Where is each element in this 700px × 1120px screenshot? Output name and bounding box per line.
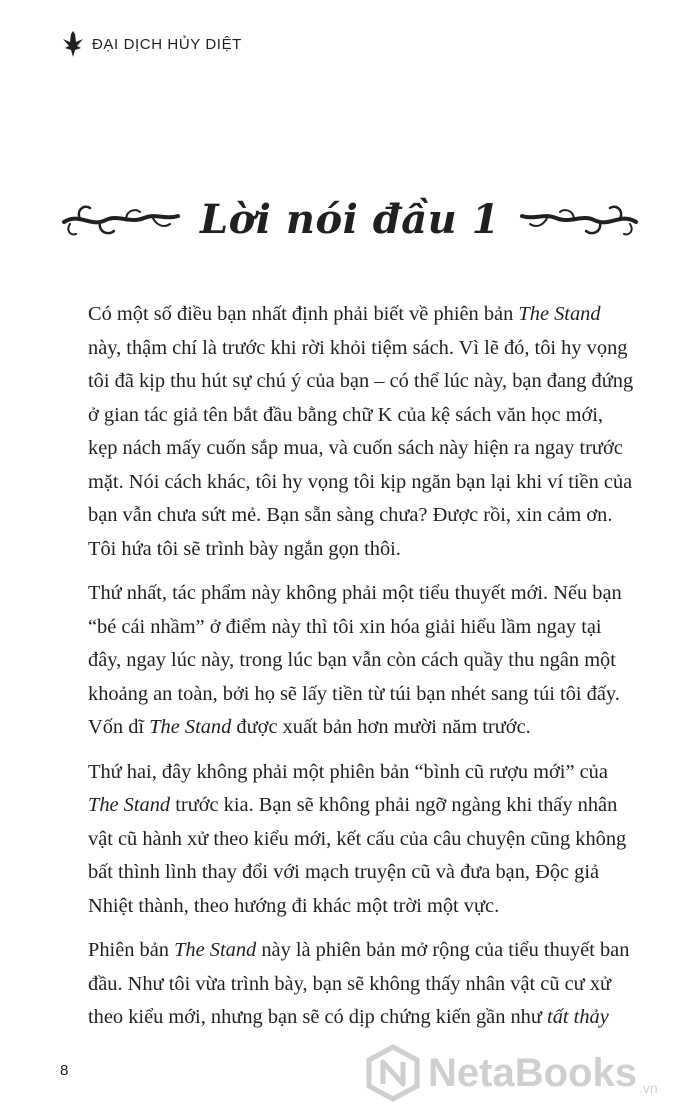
netabooks-logo-icon: [364, 1044, 422, 1102]
watermark-suffix: .vn: [638, 1080, 658, 1096]
paragraph-text: Thứ hai, đây không phải một phiên bản “bình cũ rượu mới” của: [88, 760, 608, 783]
paragraph-text: trước kia. Bạn sẽ không phải ngỡ ngàng khi thấy nhân vật cũ hành xử theo kiểu mới, kết cấu của câu chuyện cũng không bất thình lình thay đổi với mạch truyện cũ và đưa bạn, Độc giả Nhiệt thành, theo hướng đi khác một trời một vực.: [88, 794, 627, 917]
chapter-title: Lời nói đầu 1: [199, 196, 501, 243]
italic-text: The Stand: [149, 716, 232, 738]
paragraph-text: này, thậm chí là trước khi rời khỏi tiệm sách. Vì lẽ đó, tôi hy vọng tôi đã kịp thu hút sự chú ý của bạn – có thể lúc này, bạn đang đứng ở gian tác giả tên bắt đầu bằng chữ K của kệ sách văn học mới, kẹp nách mấy cuốn sắp mua, và cuốn sách này hiện ra ngay trước mặt. Nói cách khác, tôi hy vọng tôi kịp ngăn bạn lại khi ví tiền của bạn vẫn chưa sứt mẻ. Bạn sẵn sàng chưa? Được rồi, xin cảm ơn. Tôi hứa tôi sẽ trình bày ngắn gọn thôi.: [88, 336, 634, 560]
paragraph-text: này là phiên bản mở rộng của tiểu thuyết ban đầu. Như tôi vừa trình bày, bạn sẽ không thấy nhân vật cũ cư xử theo kiểu mới, nhưng bạn sẽ có dịp chứng kiến gần như: [88, 939, 630, 1028]
paragraph-text: Thứ nhất, tác phẩm này không phải một tiểu thuyết mới. Nếu bạn “bé cái nhầm” ở điểm này thì tôi xin hóa giải hiểu lầm ngay tại đây, ngay lúc này, trong lúc bạn vẫn còn cách quầy thu ngân một khoảng an toàn, bởi họ sẽ lấy tiền từ túi bạn nhét sang túi tôi đấy. Vốn dĩ: [88, 582, 622, 738]
paragraph: [88, 298, 636, 566]
italic-text: tất thảy: [547, 1006, 609, 1028]
paragraph-text: được xuất bản hơn mười năm trước.: [231, 716, 531, 738]
watermark-text: NetaBooks: [428, 1050, 637, 1095]
chapter-heading: [0, 196, 700, 243]
paragraph: [88, 577, 636, 745]
right-ornament-icon: [518, 198, 640, 242]
paragraph: [88, 934, 636, 1035]
watermark: [364, 1044, 658, 1102]
paragraph-text: Có một số điều bạn nhất định phải biết về phiên bản: [88, 303, 519, 325]
italic-text: The Stand: [88, 794, 171, 816]
paragraph: [88, 756, 636, 924]
header-title: ĐẠI DỊCH HỦY DIỆT: [92, 35, 242, 53]
italic-text: The Stand: [518, 303, 601, 325]
page-number: 8: [60, 1062, 69, 1079]
bird-icon: [62, 30, 84, 58]
body-text: [88, 298, 636, 1046]
left-ornament-icon: [60, 198, 182, 242]
italic-text: The Stand: [174, 939, 257, 961]
paragraph-text: Phiên bản: [88, 939, 175, 961]
running-header: [62, 30, 242, 58]
